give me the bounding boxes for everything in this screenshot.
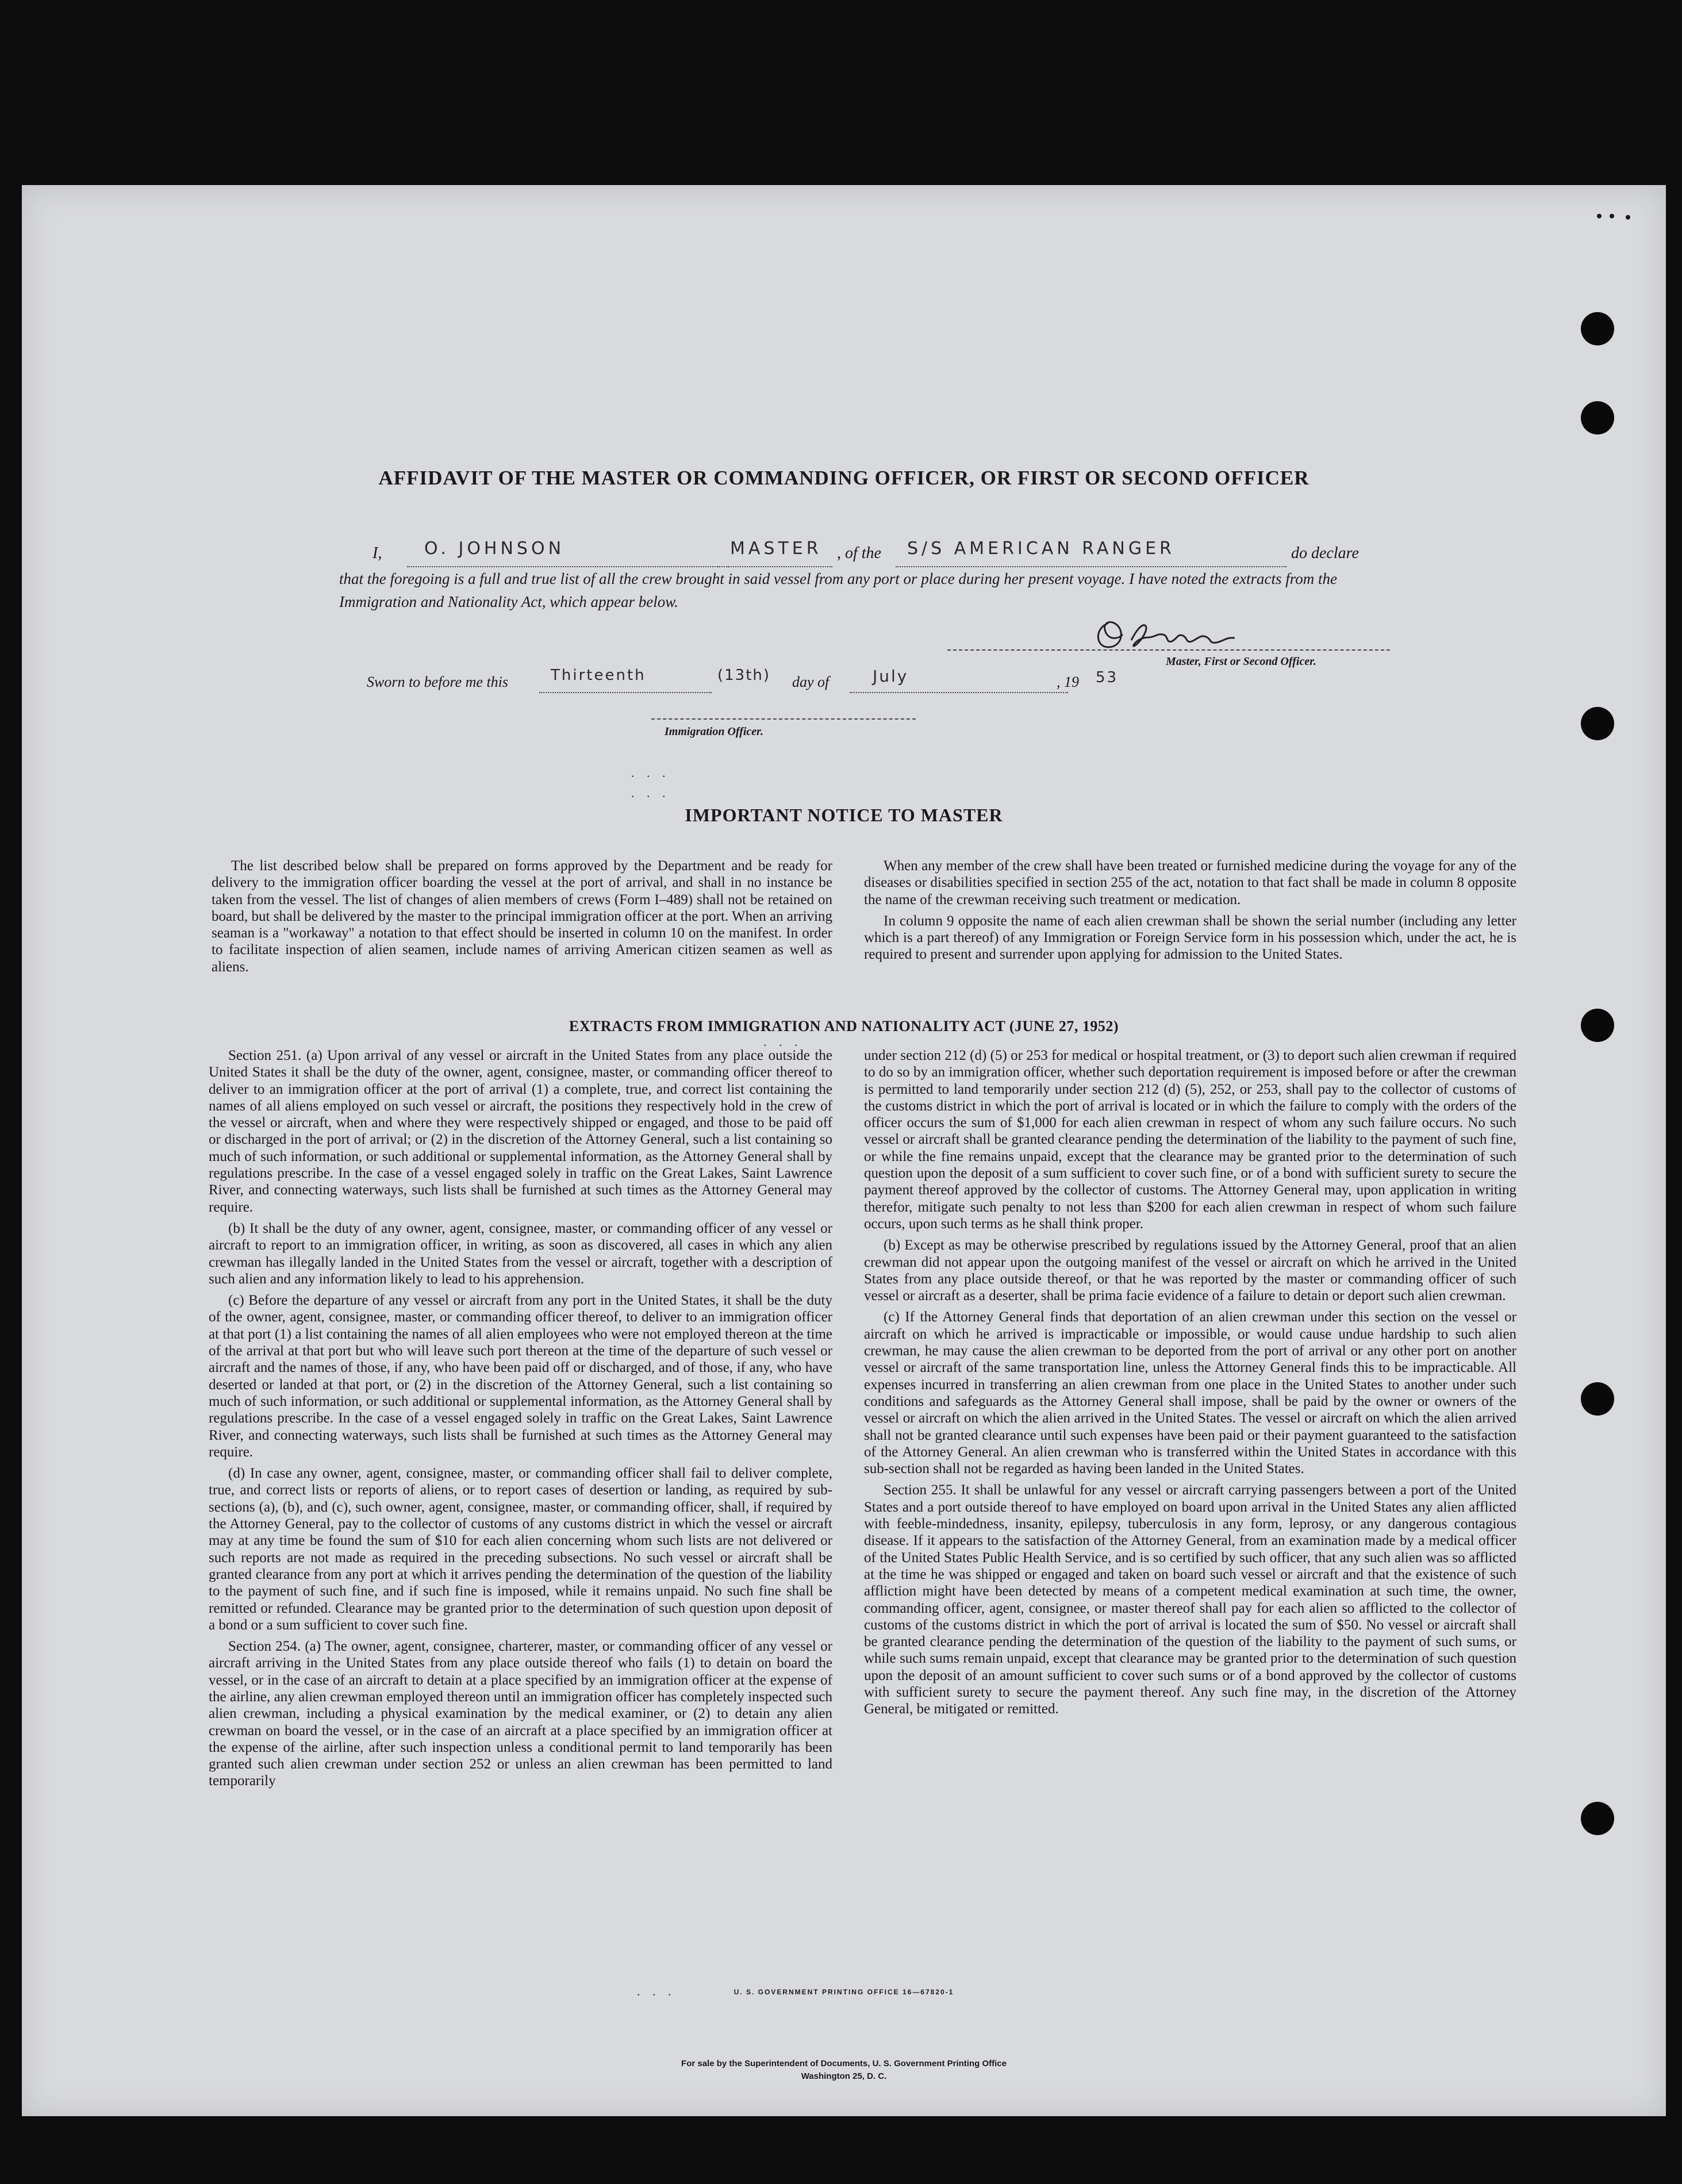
- do-declare-label: do declare: [1291, 544, 1359, 562]
- year-handwritten: 53: [1096, 669, 1119, 686]
- day-of-label: day of: [792, 674, 830, 690]
- sworn-label: Sworn to before me this: [367, 674, 509, 690]
- notice-left-column: [212, 858, 832, 980]
- speck-mark: [1626, 215, 1630, 220]
- extract-paragraph: Section 255. It shall be unlawful for any vessel or aircraft carrying passengers between a port of the United States and a port outside thereof to have employed on board upon arrival in the United States any alien afflicted with feeble-mindedness, insanity, epilepsy, tuberculosis in any form, leprosy, or any dangerous contagious disease. If it appears to the satisfaction of the Attorney General, from an examination made by a medical officer of the United States Public Health Service, and is so certified by such officer, that any such alien was so afflicted at the time he was shipped or engaged and taken on board such vessel or aircraft and that the existence of such affliction might have been detected by means of a competent medical examination at such time, the owner, commanding officer, agent, consignee, or master thereof shall pay for each alien so afflicted to the collector of customs of the customs district in which the port of arrival is located the sum of $50. No vessel or aircraft shall be granted clearance pending the determination of the question of the liability to the payment of such sums, or while such sums remain unpaid, except that clearance may be granted prior to the determination of such question upon the deposit of an amount sufficient to cover such sums or of a bond approved by the collector of customs with sufficient surety to secure the payment thereof. Any such fine may, in the discretion of the Attorney General, be mitigated or remitted.: [864, 1482, 1516, 1717]
- extract-paragraph: (c) If the Attorney General finds that deportation of an alien crewman under this section on the vessel or aircraft on which he arrived is impracticable or impossible, or would cause undue hardship to such alien crewman, he may cause the alien crewman to be deported from the port of arrival or any other port on another vessel or aircraft of the same transportation line, unless the Attorney General finds this to be impracticable. All expenses incurred in transferring an alien crewman from one place in the United States to another under such conditions and safeguards as the Attorney General shall impose, shall be paid by the owner or owners of the vessel or aircraft on which the alien arrived in the United States. The vessel or aircraft on which the alien arrived shall not be granted clearance until such expenses have been paid or their payment guaranteed to the satisfaction of the Attorney General. An alien crewman who is transferred within the United States in accordance with this sub-section shall not be regarded as having been landed in the United States.: [864, 1309, 1516, 1477]
- extracts-right-column: [864, 1047, 1516, 1722]
- sworn-day-blank: [539, 691, 712, 693]
- punch-hole-icon: [1581, 312, 1614, 345]
- sale-notice: [22, 2058, 1666, 2083]
- notice-title-text: IMPORTANT NOTICE TO MASTER: [685, 805, 1003, 825]
- notice-title: [22, 805, 1666, 826]
- divider-dots: . . .: [631, 786, 670, 800]
- of-the-label: , of the: [837, 544, 881, 562]
- punch-hole-icon: [1581, 1009, 1614, 1042]
- extract-paragraph: Section 251. (a) Upon arrival of any vessel or aircraft in the United States from any place outside the United States it shall be the duty of the owner, agent, consignee, master, or commanding officer thereof to deliver to an immigration officer at the port of arrival (1) a complete, true, and correct list containing the names of all aliens employed on such vessel or aircraft, the positions they respectively hold in the crew of the vessel or aircraft, when and where they were respectively shipped or engaged, and those to be paid off or discharged in the port of arrival; or (2) in the discretion of the Attorney General, such a list containing so much of such information, or such additional or supplemental information, as the Attorney General shall by regulations prescribe. In the case of a vessel engaged solely in traffic on the Great Lakes, Saint Lawrence River, and connecting waterways, such lists shall be furnished at such times as the Attorney General may require.: [209, 1048, 832, 1215]
- sworn-month-handwritten: July: [873, 667, 909, 686]
- notice-paragraph: The list described below shall be prepared on forms approved by the Department and be ready for delivery to the immigration officer boarding the vessel at the port of arrival, and shall in no instance be taken from the vessel. The list of changes of alien members of crews (Form I–489) shall not be retained on board, but shall be delivered by the master to the principal immigration officer at the port. When an arriving seaman is a "workaway" a notation to that effect should be inserted in column 10 on the manifest. In order to facilitate inspection of alien seamen, include names of arriving American citizen seamen as well as aliens.: [212, 858, 832, 975]
- immigration-officer-caption: Immigration Officer.: [665, 725, 763, 738]
- punch-hole-icon: [1581, 1802, 1614, 1835]
- extracts-title: EXTRACTS FROM IMMIGRATION AND NATIONALITY ACT (JUNE 27, 1952): [569, 1018, 1119, 1035]
- printing-office-line: U. S. GOVERNMENT PRINTING OFFICE 16—67820-1: [734, 1988, 954, 1996]
- notice-paragraph: In column 9 opposite the name of each alien crewman shall be shown the serial number (including any letter which is a part thereof) of any Immigration or Foreign Service form in his possession which, under the act, he is required to present and surrender upon applying for admission to the United States.: [864, 913, 1516, 963]
- sworn-month-blank: [850, 691, 1068, 693]
- extract-paragraph: (b) Except as may be otherwise prescribed by regulations issued by the Attorney General, proof that an alien crewman did not appear upon the outgoing manifest of the vessel or aircraft on which he arrived in the United States from any place outside thereof, or that he was reported by the master or commanding officer of such vessel or aircraft as a deserter, shall be prima facie evidence of a failure to detain or deport such alien crewman.: [864, 1237, 1516, 1304]
- punch-hole-icon: [1581, 1382, 1614, 1416]
- master-signature-icon: [1091, 612, 1281, 657]
- affidavit-title-text: AFFIDAVIT OF THE MASTER OR COMMANDING OFFICER, OR FIRST OR SECOND OFFICER: [378, 467, 1309, 489]
- document-page: [22, 185, 1666, 2116]
- rank-handwritten: MASTER: [730, 539, 822, 559]
- extract-paragraph: (d) In case any owner, agent, consignee, master, or commanding officer shall fail to deliver complete, true, and correct lists or reports of aliens, or to report cases of desertion or landing, as required by sub-sections (a), (b), and (c), such owner, agent, consignee, master, or commanding officer, shall, if required by the Attorney General, pay to the collector of customs of any customs district in which the vessel or aircraft may at any time be found the sum of $10 for each alien concerning whom such lists are not delivered or such reports are not made as required in the preceding subsections. No such vessel or aircraft shall be granted clearance from any port at which it arrives pending the determination of the question of the liability to the payment of such fine, and if such fine is imposed, while it remains unpaid. No such fine shall be remitted or refunded. Clearance may be granted prior to the determination of such question upon deposit of a bond or a sum sufficient to cover such fine.: [209, 1466, 832, 1633]
- extract-paragraph: Section 254. (a) The owner, agent, consignee, charterer, master, or commanding officer of any vessel or aircraft arriving in the United States from any place outside thereof who fails (1) to detain on board the vessel, or in the case of an aircraft to detain at a place specified by an immigration officer at the expense of the airline, any alien crewman employed thereon until an immigration officer has completely inspected such alien crewman, including a physical examination by the medical examiner, or (2) to detain any alien crewman on board the vessel, or in the case of an aircraft at a place specified by an immigration officer at the expense of the airline, after such inspection unless a conditional permit to land temporarily has been granted such alien crewman under section 252 or unless an alien crewman has been permitted to land temporarily: [209, 1639, 832, 1789]
- year-prefix: , 19: [1057, 674, 1079, 690]
- master-signature-line: [947, 649, 1390, 651]
- extracts-left-column: [209, 1047, 832, 1794]
- sworn-day-handwritten: Thirteenth: [551, 667, 646, 684]
- divider-dots: . . .: [631, 766, 670, 780]
- affidavit-title: [22, 467, 1666, 490]
- punch-hole-icon: [1581, 707, 1614, 740]
- sworn-day-number-handwritten: (13th): [717, 667, 771, 684]
- speck-mark: [1610, 214, 1614, 218]
- notice-paragraph: When any member of the crew shall have been treated or furnished medicine during the voyage for any of the diseases or disabilities specified in section 255 of the act, notation to that fact shall be made in column 8 opposite the name of the crewman receiving such treatment or medication.: [864, 858, 1516, 908]
- sale-line-1: For sale by the Superintendent of Documents, U. S. Government Printing Office: [681, 2059, 1007, 2068]
- extract-paragraph: (c) Before the departure of any vessel or aircraft from any port in the United States, it shall be the duty of the owner, agent, consignee, master, or commanding officer thereof, to deliver to an immigration officer at that port (1) a list containing the names of all alien employees who were not employed thereon at the time of the arrival at that port but who will leave such port thereon at the time of the departure of such vessel or aircraft and the names of those, if any, who have been paid off or discharged, and of those, if any, who have deserted or landed at that port, or (2) in the discretion of the Attorney General, such a list containing so much of such information, or such additional or supplemental information, as the Attorney General shall by regulations prescribe. In the case of a vessel engaged solely in traffic on the Great Lakes, Saint Lawrence River, and connecting waterways, such lists shall be furnished at such times as the Attorney General may require.: [209, 1293, 832, 1460]
- extract-paragraph: (b) It shall be the duty of any owner, agent, consignee, master, or commanding officer of any vessel or aircraft to report to an immigration officer, in writing, as soon as discovered, all cases in which any alien crewman has illegally landed in the United States from the vessel or aircraft, together with a description of such alien and any information likely to lead to his apprehension.: [209, 1220, 832, 1287]
- extract-paragraph: under section 212 (d) (5) or 253 for medical or hospital treatment, or (3) to deport such alien crewman if required to do so by an immigration officer, whether such deportation requirement is imposed before or after the crewman is permitted to land temporarily under section 212 (d) (5), 252, or 253, shall pay to the collector of customs of the customs district in which the port of arrival is located or in which the failure to comply with the orders of the officer occurs the sum of $1,000 for each alien crewman in respect of whom any such failure occurs. No such vessel or aircraft shall be granted clearance pending the determination of the liability to the payment of such fine, or while the fine remains unpaid, except that the clearance may be granted prior to the determination of such question upon the deposit of a sum sufficient to cover such fine, or of a bond with sufficient surety to secure the payment thereof approved by the collector of customs. The Attorney General may, upon application in writing therefor, mitigate such penalty to not less than $200 for each alien crewman in respect of whom such failure occurs, upon such terms as he shall think proper.: [864, 1048, 1516, 1232]
- divider-dots: . . .: [763, 1035, 802, 1049]
- speck-mark: [1597, 214, 1602, 218]
- master-caption: Master, First or Second Officer.: [1166, 655, 1316, 668]
- vessel-name-handwritten: S/S AMERICAN RANGER: [907, 539, 1175, 559]
- master-name-handwritten: O. JOHNSON: [424, 539, 565, 559]
- punch-hole-icon: [1581, 401, 1614, 435]
- notice-right-column: [864, 858, 1516, 968]
- sale-line-2: Washington 25, D. C.: [801, 2071, 887, 2081]
- declaration-text: that the foregoing is a full and true list of all the crew brought in said vessel from any port or place during her present voyage. I have noted the extracts from the Immigration and Nationality Act, which appear below.: [339, 570, 1338, 610]
- i-label: I,: [373, 544, 382, 562]
- immigration-officer-signature-line: [651, 718, 916, 720]
- divider-dots: . . .: [637, 1984, 676, 1998]
